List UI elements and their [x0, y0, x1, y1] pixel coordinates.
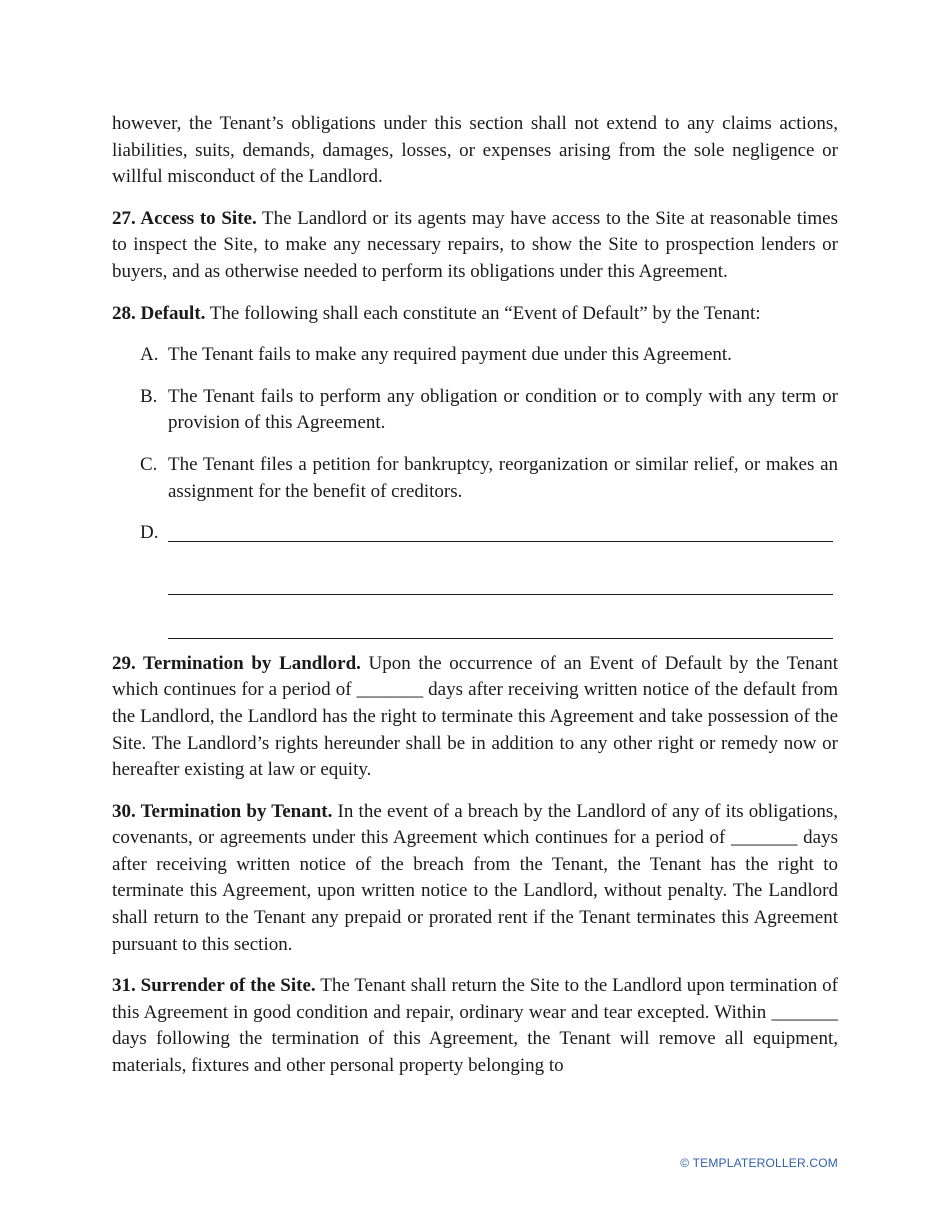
- section-30-body: In the event of a breach by the Landlord of any of its obligations, covenants, or agreements under this Agreement which continues for a period of _______ days after receiving written notice of the breach from the Tenant, the Tenant has the right to terminate this Agreement, upon written notice to the Landlord, without penalty. The Landlord shall return to the Tenant any prepaid or prorated rent if the Tenant terminates this Agreement pursuant to this section.: [112, 800, 838, 955]
- section-28: [112, 301, 838, 328]
- section-28-body: The following shall each constitute an “Event of Default” by the Tenant:: [205, 302, 761, 324]
- default-item-letter: B.: [140, 385, 158, 407]
- section-27-heading: 27. Access to Site.: [112, 207, 257, 229]
- default-item-text: The Tenant fails to make any required payment due under this Agreement.: [168, 344, 732, 366]
- default-item-letter: A.: [140, 344, 159, 366]
- section-28-heading: 28. Default.: [112, 302, 206, 324]
- section-29-heading: 29. Termination by Landlord.: [112, 652, 361, 674]
- section-31-heading: 31. Surrender of the Site.: [112, 975, 316, 997]
- default-item-d: [112, 520, 838, 547]
- section-27-body: The Landlord or its agents may have access to the Site at reasonable times to inspect the Site, to make any necessary repairs, to show the Site to prospection lenders or buyers, and as otherwise needed to perform its obligations under this Agreement.: [112, 207, 838, 282]
- default-item-text: The Tenant files a petition for bankruptcy, reorganization or similar relief, or makes an assignment for the benefit of creditors.: [168, 453, 838, 502]
- default-item-d-blank[interactable]: [168, 520, 838, 547]
- section-29-body: Upon the occurrence of an Event of Default by the Tenant which continues for a period of _______ days after receiving written notice of the default from the Landlord, the Landlord has the right to terminate this Agreement and take possession of the Site. The Landlord’s rights hereunder shall be in addition to any other right or remedy now or hereafter existing at law or equity.: [112, 652, 838, 781]
- footer-copyright-link[interactable]: © TEMPLATEROLLER.COM: [680, 1156, 838, 1170]
- section-30-heading: 30. Termination by Tenant.: [112, 800, 333, 822]
- default-item-b: [112, 384, 838, 437]
- default-item-d-blank-line-2[interactable]: [168, 573, 833, 595]
- section-31: [112, 973, 838, 1079]
- default-item-letter: C.: [140, 453, 158, 475]
- section-27: [112, 206, 838, 286]
- default-item-a: [112, 342, 838, 369]
- section-31-body: The Tenant shall return the Site to the Landlord upon termination of this Agreement in good condition and repair, ordinary wear and tear excepted. Within _______ days following the termination of this Agreement, the Tenant will remove all equipment, materials, fixtures and other personal property belonging to: [112, 975, 838, 1077]
- document-page: [112, 111, 838, 1095]
- default-item-d-blank-line-3[interactable]: [168, 617, 833, 639]
- intro-paragraph: however, the Tenant’s obligations under this section shall not extend to any claims actions, liabilities, suits, demands, damages, losses, or expenses arising from the sole negligence or willful misconduct of the Landlord.: [112, 113, 838, 188]
- default-item-c: [112, 452, 838, 505]
- blank-line: [168, 520, 833, 542]
- section-30: [112, 799, 838, 959]
- default-item-letter: D.: [140, 522, 159, 544]
- default-item-text: The Tenant fails to perform any obligation or condition or to comply with any term or provision of this Agreement.: [168, 385, 838, 434]
- section-29: [112, 651, 838, 784]
